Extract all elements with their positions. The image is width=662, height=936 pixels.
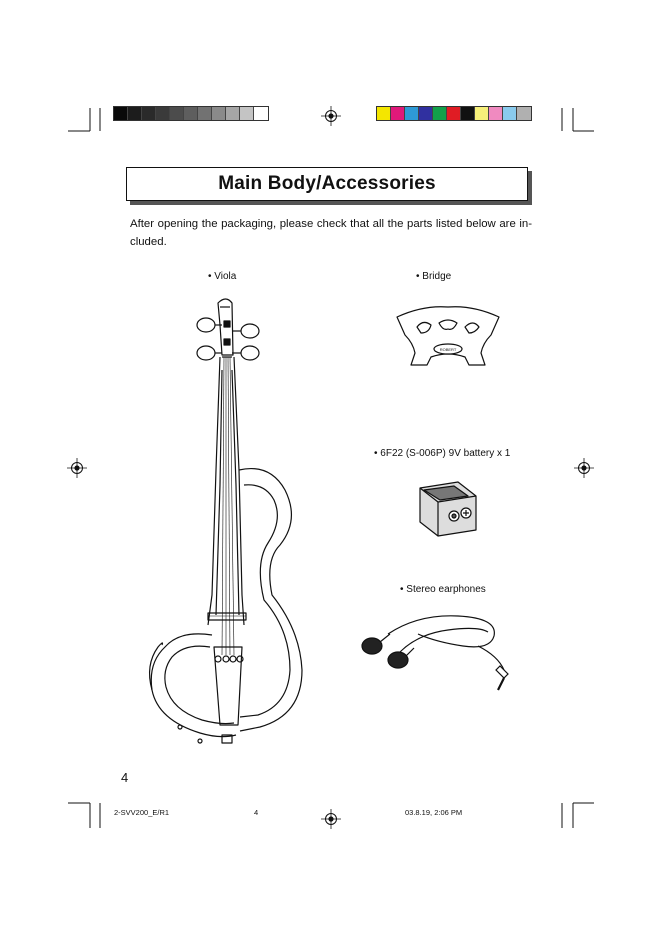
color-swatch: [461, 107, 475, 120]
footer-timestamp: 03.8.19, 2:06 PM: [405, 808, 463, 817]
color-swatch: [240, 107, 254, 120]
page-number: 4: [121, 770, 129, 785]
viola-label: • Viola: [208, 271, 237, 282]
intro-paragraph: After opening the packaging, please check that all the parts listed below are in-cluded.: [130, 218, 532, 248]
color-swatch: [405, 107, 419, 120]
color-swatch: [128, 107, 142, 120]
color-swatch: [447, 107, 461, 120]
color-swatch: [377, 107, 391, 120]
footer-file: 2-SVV200_E/R1: [114, 808, 170, 817]
registration-mark-right: [574, 458, 594, 478]
bridge-label: • Bridge: [416, 271, 452, 282]
color-swatch: [517, 107, 531, 120]
battery-label: • 6F22 (S-006P) 9V battery x 1: [374, 448, 511, 459]
bridge-illustration: [393, 305, 503, 375]
color-swatch: [212, 107, 226, 120]
page-title: Main Body/Accessories: [218, 173, 436, 194]
section-title-box: [126, 167, 528, 201]
color-swatch: [170, 107, 184, 120]
earphones-illustration: [358, 604, 518, 694]
footer-page: 4: [254, 808, 259, 817]
color-swatch: [114, 107, 128, 120]
earphones-label: • Stereo earphones: [400, 584, 486, 595]
registration-mark-top: [321, 106, 341, 126]
bridge-brand-mark: ROBERT: [439, 347, 457, 352]
color-swatch: [156, 107, 170, 120]
process-color-bar: [376, 106, 532, 121]
registration-mark-left: [67, 458, 87, 478]
color-swatch: [391, 107, 405, 120]
color-swatch: [433, 107, 447, 120]
viola-illustration: [140, 295, 320, 755]
color-swatch: [198, 107, 212, 120]
color-swatch: [254, 107, 268, 120]
color-swatch: [184, 107, 198, 120]
color-swatch: [489, 107, 503, 120]
color-swatch: [503, 107, 517, 120]
color-swatch: [475, 107, 489, 120]
color-swatch: [142, 107, 156, 120]
battery-illustration: [414, 478, 484, 538]
color-swatch: [226, 107, 240, 120]
registration-mark-bottom: [321, 809, 341, 829]
color-swatch: [419, 107, 433, 120]
gray-color-bar: [113, 106, 269, 121]
